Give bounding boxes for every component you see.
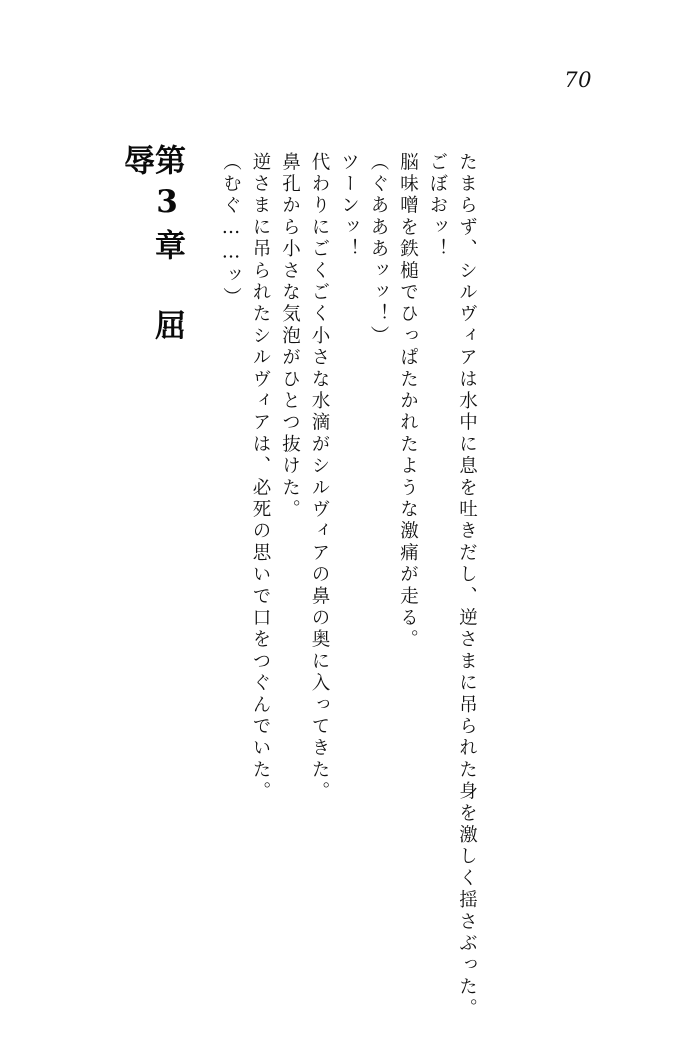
- text-line: （むぐ……ッ）: [220, 152, 242, 309]
- text-line: 脳味噌を鉄槌でひっぱたかれたような激痛が走る。: [397, 152, 419, 652]
- text-line: （ぐあああッッ！）: [368, 152, 389, 348]
- chapter-title: 第3章 屈 辱: [118, 144, 185, 389]
- text-line: たまらず、シルヴィアは水中に息を吐きだし、逆さまに吊られた身を激しく揺さぶった。: [456, 152, 478, 1021]
- vertical-text-block: [118, 130, 590, 1021]
- page-number: 70: [564, 68, 592, 92]
- text-line: 鼻孔から小さな気泡がひとつ抜けた。: [279, 152, 301, 521]
- text-line: ごぼおッ！: [427, 152, 448, 261]
- text-line: 逆さまに吊られたシルヴィアは、必死の思いで口をつぐんでいた。: [250, 152, 271, 803]
- text-line: 代わりにごくごく小さな水滴がシルヴィアの鼻の奥に入ってきた。: [309, 152, 330, 803]
- text-line: ツーンッ！: [338, 152, 360, 261]
- body-text-lines: [210, 130, 478, 1021]
